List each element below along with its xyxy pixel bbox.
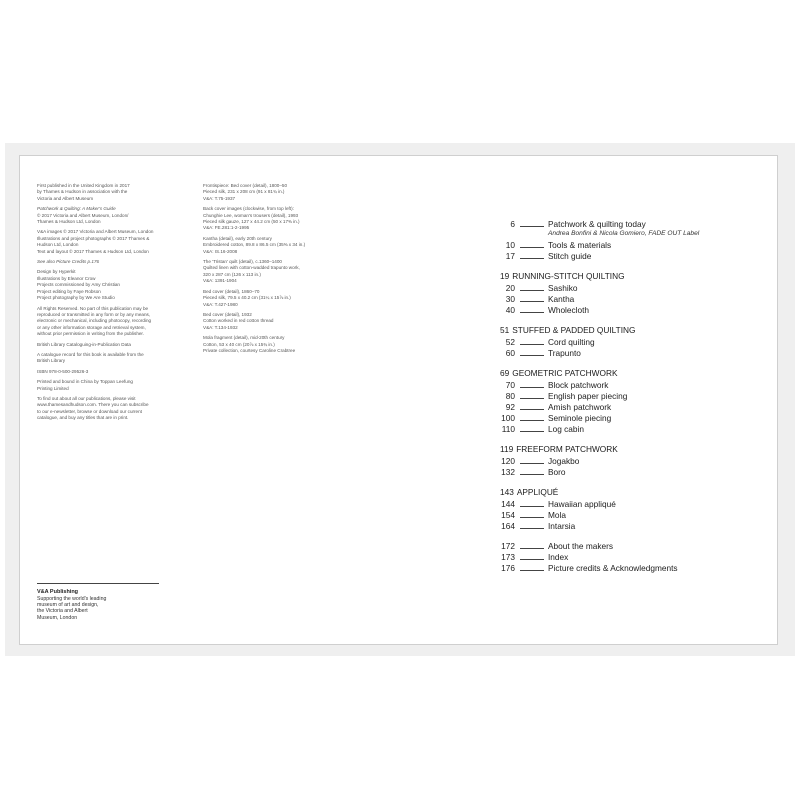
colophon-paragraph-line: Victoria and Albert Museum [37, 195, 94, 201]
credit-paragraph-line: Pieced silk, 231 x 208 cm (91 x 81¾ in.) [203, 189, 285, 195]
toc-entry-title: Kantha [548, 294, 575, 304]
toc-page-number: 154 [501, 510, 515, 520]
colophon-paragraph [37, 269, 187, 301]
toc-entry-title: Intarsia [548, 521, 576, 531]
toc-entry-title: Patchwork & quilting today [548, 219, 646, 229]
toc-entry-title: Picture credits & Acknowledgments [548, 563, 678, 573]
colophon-paragraph-line: catalogue, and buy any titles that are in print. [37, 415, 129, 421]
colophon-paragraph-line: Projects commissioned by Amy Christian [37, 282, 120, 288]
publisher-description [37, 596, 162, 621]
colophon-paragraph-line: Hudson Ltd, London [37, 242, 79, 248]
toc-entry-title: English paper piecing [548, 391, 628, 401]
toc-page-number: 132 [501, 467, 515, 477]
credit-paragraph [203, 206, 343, 232]
colophon-paragraph-line: V&A images © 2017 Victoria and Albert Museum, London [37, 229, 154, 235]
credit-paragraph-line: Embroidered cotton, 89.8 x 86.5 cm (35⅜ x 34 in.) [203, 242, 306, 248]
toc-page-number: 10 [505, 240, 515, 250]
toc-leader-rule [520, 517, 544, 518]
colophon-column [37, 183, 187, 426]
table-of-contents [500, 219, 770, 583]
toc-page-number: 119 [500, 444, 514, 454]
colophon-paragraph-line: electronic or mechanical, including photocopy, recording [37, 318, 152, 324]
credit-paragraph [203, 312, 343, 331]
credit-paragraph-line: V&A: IS.16-2008 [203, 248, 238, 254]
toc-page-number: 6 [510, 219, 515, 229]
toc-entry-title: Index [548, 552, 569, 562]
colophon-paragraph-line: See also Picture Credits p.176 [37, 259, 100, 265]
credit-paragraph-line: V&A: T.75-1937 [203, 195, 236, 201]
toc-section-stuffed-padded [500, 325, 770, 359]
toc-section-title: RUNNING-STITCH QUILTING [512, 271, 625, 281]
toc-entry-title: Block patchwork [548, 380, 609, 390]
toc-page-number: 144 [501, 499, 515, 509]
toc-page-number: 100 [501, 413, 515, 423]
colophon-paragraph-line: reproduced or transmitted in any form or by any means, [37, 311, 151, 317]
colophon-paragraph-line: or any other information storage and retrieval system, [37, 324, 146, 330]
toc-entry[interactable] [500, 402, 770, 413]
credit-paragraph-line: Private collection, courtesy Caroline Crabtree [203, 347, 296, 353]
toc-entry[interactable] [500, 510, 770, 521]
credit-paragraph-line: Mola fragment (detail), mid-20th century [203, 335, 285, 341]
toc-entry-title: Tools & materials [548, 240, 612, 250]
toc-entry[interactable] [500, 563, 770, 574]
colophon-paragraph-line: Printed and bound in China by Toppan Leefung [37, 379, 133, 385]
toc-entry[interactable] [500, 391, 770, 402]
colophon-paragraph [37, 183, 187, 202]
toc-entry-title: Sashiko [548, 283, 578, 293]
toc-page-number: 92 [505, 402, 515, 412]
toc-page-number: 70 [505, 380, 515, 390]
toc-page-number: 20 [505, 283, 515, 293]
toc-page-number: 69 [500, 368, 510, 378]
toc-entry[interactable] [500, 413, 770, 424]
colophon-paragraph-line: Design by Hyperkit [37, 269, 76, 275]
credit-paragraph [203, 236, 343, 255]
colophon-paragraph-line: Text and layout © 2017 Thames & Hudson Ltd, London [37, 248, 149, 254]
colophon-paragraph-line: © 2017 Victoria and Albert Museum, London/ [37, 212, 129, 218]
credit-paragraph-line: The 'Tristan' quilt (detail), c.1360–1400 [203, 259, 282, 265]
toc-page-number: 176 [501, 563, 515, 573]
toc-section-running-stitch [500, 271, 770, 316]
colophon-paragraph-line: Project editing by Faye Robson [37, 288, 101, 294]
colophon-paragraph [37, 259, 187, 265]
toc-leader-rule [520, 570, 544, 571]
credit-paragraph-line: V&A: FE.281:1-2-1995 [203, 225, 250, 231]
colophon-paragraph-line: Illustrations and project photographs © 2017 Thames & [37, 235, 150, 241]
colophon-paragraph-line: Patchwork & Quilting: A Maker's Guide [37, 206, 116, 212]
toc-leader-rule [520, 548, 544, 549]
publisher-line: museum of art and design, [37, 602, 99, 609]
colophon-paragraph [37, 206, 187, 225]
colophon-paragraph [37, 342, 187, 348]
toc-entry-title: Mola [548, 510, 566, 520]
toc-page-number: 52 [505, 337, 515, 347]
toc-page-number: 164 [501, 521, 515, 531]
toc-page-number: 80 [505, 391, 515, 401]
toc-entry-title: Cord quilting [548, 337, 595, 347]
toc-entry[interactable] [500, 240, 770, 251]
toc-entry-title: Wholecloth [548, 305, 590, 315]
toc-page-number: 51 [500, 325, 510, 335]
toc-entry[interactable] [500, 305, 770, 316]
toc-page-number: 143 [500, 487, 514, 497]
toc-entry-title: Stitch guide [548, 251, 592, 261]
toc-leader-rule [520, 355, 544, 356]
toc-leader-rule [520, 506, 544, 507]
toc-entry[interactable] [500, 337, 770, 348]
toc-entry-title: Jogakbo [548, 456, 580, 466]
credit-paragraph-line: Cotton worked in red cotton thread [203, 318, 274, 324]
toc-entry[interactable] [500, 541, 770, 552]
toc-leader-rule [520, 258, 544, 259]
toc-entry[interactable] [500, 521, 770, 532]
credit-paragraph-line: 320 x 287 cm (126 x 113 in.) [203, 271, 261, 277]
credit-paragraph-line: Quilted linen with cotton-wadded trapunto work, [203, 265, 300, 271]
toc-entry-title: About the makers [548, 541, 614, 551]
toc-leader-rule [520, 420, 544, 421]
toc-entry[interactable] [500, 283, 770, 294]
toc-section-heading[interactable] [500, 368, 770, 379]
toc-entry-title: Trapunto [548, 348, 581, 358]
toc-entry[interactable] [500, 380, 770, 391]
colophon-paragraph-line: British Library [37, 358, 66, 364]
credit-paragraph [203, 335, 343, 354]
toc-leader-rule [520, 290, 544, 291]
toc-leader-rule [520, 344, 544, 345]
toc-page-number: 17 [505, 251, 515, 261]
toc-section-freeform [500, 444, 770, 478]
toc-entry-title: Log cabin [548, 424, 584, 434]
toc-leader-rule [520, 226, 544, 227]
toc-leader-rule [520, 247, 544, 248]
toc-entry[interactable] [500, 552, 770, 563]
credit-paragraph-line: V&A: T.134-1932 [203, 324, 238, 330]
toc-leader-rule [520, 528, 544, 529]
toc-entry[interactable] [500, 467, 770, 478]
toc-page-number: 172 [501, 541, 515, 551]
toc-entry-title: Seminole piecing [548, 413, 612, 423]
toc-entry[interactable] [500, 456, 770, 467]
toc-entry-title: Amish patchwork [548, 402, 612, 412]
colophon-paragraph-line: ISBN 978-0-500-29526-3 [37, 368, 89, 374]
colophon-paragraph-line: without prior permission in writing from the publisher. [37, 331, 144, 337]
colophon-paragraph-line: www.thamesandhudson.com. There you can subscribe [37, 402, 149, 408]
toc-leader-rule [520, 431, 544, 432]
publisher-rule [37, 583, 159, 584]
toc-section-title: GEOMETRIC PATCHWORK [512, 368, 618, 378]
toc-page-number: 110 [501, 424, 515, 434]
colophon-paragraph-line: by Thames & Hudson in association with the [37, 189, 128, 195]
toc-section-heading[interactable] [500, 444, 770, 455]
publisher-block [37, 583, 162, 621]
toc-leader-rule [520, 463, 544, 464]
colophon-paragraph [37, 369, 187, 375]
credit-paragraph-line: Kantha (detail), early 20th century [203, 235, 272, 241]
toc-section-title: APPLIQUÉ [516, 487, 559, 497]
toc-leader-rule [520, 398, 544, 399]
toc-section-title: FREEFORM PATCHWORK [516, 444, 618, 454]
toc-page-number: 30 [505, 294, 515, 304]
toc-page-number: 173 [501, 552, 515, 562]
toc-entry[interactable] [500, 251, 770, 262]
colophon-paragraph [37, 379, 187, 392]
credit-paragraph-line: Pieced silk gauze, 127 x 44.2 cm (50 x 17⅜ in.) [203, 219, 300, 225]
credit-paragraph-line: Pieced silk, 79.5 x 40.2 cm (31¼ x 15⅞ in.) [203, 295, 291, 301]
colophon-paragraph-line: to our e-newsletter, browse or download our current [37, 408, 142, 414]
toc-page-number: 40 [505, 305, 515, 315]
toc-section-title: STUFFED & PADDED QUILTING [512, 325, 636, 335]
toc-section-geometric [500, 368, 770, 435]
toc-entry[interactable] [500, 424, 770, 435]
toc-entry-subtitle: Andrea Bonfini & Nicola Gomiero, FADE OUT Label [548, 230, 700, 237]
toc-entry[interactable] [500, 294, 770, 305]
toc-entry-title: Hawaiian appliqué [548, 499, 616, 509]
colophon-paragraph-line: Project photography by We Are Studio [37, 295, 115, 301]
colophon-paragraph [37, 352, 187, 365]
toc-section-applique [500, 487, 770, 532]
publisher-name: V&A Publishing [37, 589, 79, 595]
toc-leader-rule [520, 312, 544, 313]
toc-page-number: 120 [501, 456, 515, 466]
colophon-paragraph [37, 396, 187, 422]
credit-paragraph-line: Bed cover (detail), 1860–70 [203, 288, 260, 294]
colophon-paragraph [37, 229, 187, 255]
credit-paragraph-line: Back cover images (clockwise, from top left): [203, 206, 294, 212]
toc-entry[interactable] [500, 348, 770, 359]
toc-page-number: 19 [500, 271, 510, 281]
colophon-paragraph-line: Illustrations by Eleanor Crow [37, 275, 96, 281]
toc-leader-rule [520, 301, 544, 302]
colophon-paragraph-line: Printing Limited [37, 385, 69, 391]
toc-entry-title: Boro [548, 467, 566, 477]
toc-entry[interactable] [500, 499, 770, 510]
image-credits-column [203, 183, 343, 358]
colophon-paragraph-line: Thames & Hudson Ltd, London [37, 219, 101, 225]
colophon-paragraph-line: A catalogue record for this book is available from the [37, 351, 144, 357]
credit-paragraph-line: V&A: 1391-1904 [203, 278, 237, 284]
toc-page-number: 60 [505, 348, 515, 358]
colophon-paragraph-line: All Rights Reserved. No part of this publication may be [37, 305, 149, 311]
publisher-line: the Victoria and Albert [37, 608, 88, 615]
credit-paragraph [203, 183, 343, 202]
colophon-paragraph-line: First published in the United Kingdom in 2017 [37, 183, 130, 188]
colophon-paragraph-line: British Library Cataloguing-in-Publication Data [37, 341, 131, 347]
toc-leader-rule [520, 474, 544, 475]
toc-leader-rule [520, 387, 544, 388]
credit-paragraph-line: Bed cover (detail), 1932 [203, 311, 252, 317]
toc-leader-rule [520, 409, 544, 410]
credit-paragraph-line: V&A: T.427-1980 [203, 301, 238, 307]
toc-section-heading[interactable] [500, 487, 770, 498]
toc-leader-rule [520, 559, 544, 560]
publisher-line: Museum, London [37, 614, 78, 621]
credit-paragraph [203, 259, 343, 285]
toc-section-heading[interactable] [500, 325, 770, 336]
publisher-line: Supporting the world's leading [37, 596, 107, 602]
toc-section-heading[interactable] [500, 271, 770, 282]
colophon-paragraph-line: To find out about all our publications, please visit [37, 395, 136, 401]
credit-paragraph [203, 289, 343, 308]
toc-end-matter [500, 541, 770, 574]
toc-intro-section [500, 219, 770, 262]
colophon-paragraph [37, 306, 187, 338]
credit-paragraph-line: Frontispiece: Bed cover (detail), 1800–50 [203, 183, 288, 188]
credit-paragraph-line: Chunghie Lee, woman's trousers (detail), 1993 [203, 212, 299, 218]
credit-paragraph-line: Cotton, 53 x 40 cm (20⅞ x 15¾ in.) [203, 341, 275, 347]
